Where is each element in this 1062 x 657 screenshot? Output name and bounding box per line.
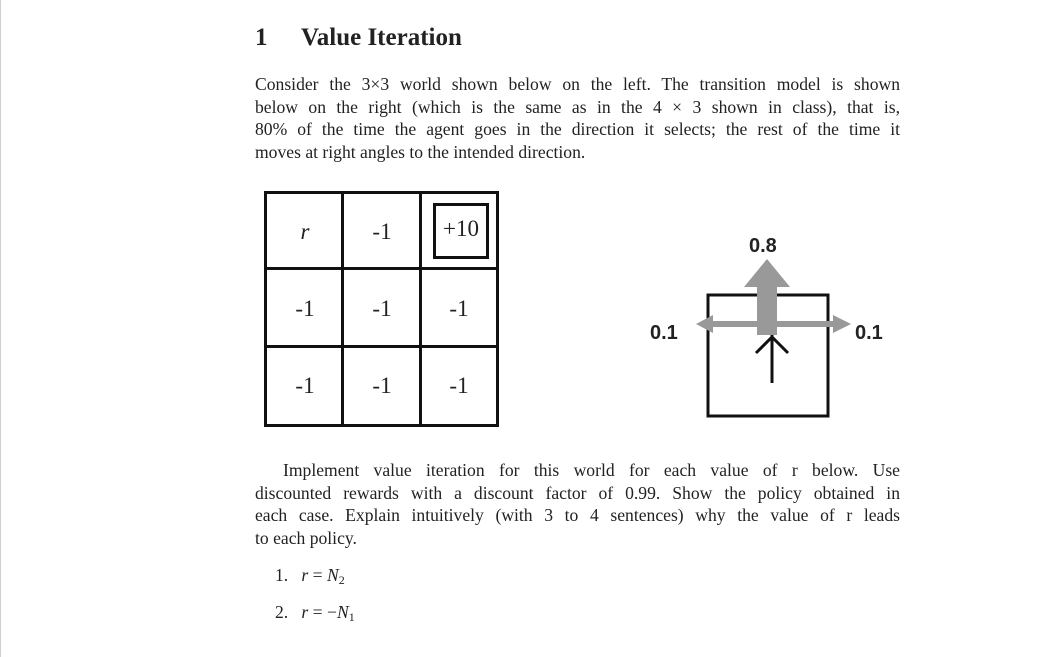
grid-cell: -1 [449, 373, 469, 398]
case-marker: 2. [275, 602, 289, 622]
section-heading [255, 24, 462, 52]
case-var: r [301, 565, 309, 585]
case-marker: 1. [275, 565, 289, 585]
intro-paragraph [255, 73, 900, 163]
task-line: discounted rewards with a discount factor of 0.99. Show the policy obtained in [255, 482, 900, 503]
case-eq: = [312, 602, 323, 622]
task-line: each case. Explain intuitively (with 3 to 4 sentences) why the value of r leads [255, 505, 900, 525]
case-subscript: 1 [348, 610, 355, 624]
goal-cell-value: +10 [443, 216, 479, 241]
task-line: Implement value iteration for this world for each value of r below. Use [283, 460, 900, 480]
grid-cell: -1 [449, 296, 469, 321]
case-item [275, 602, 355, 623]
section-title: Value Iteration [301, 24, 462, 51]
task-paragraph [255, 459, 900, 482]
grid-cell: -1 [372, 296, 392, 321]
intro-line: moves at right angles to the intended direction. [255, 141, 586, 162]
case-var: r [301, 602, 309, 622]
task-paragraph-cont [255, 482, 900, 550]
case-symbol: N [336, 602, 349, 622]
grid-cell-r: r [300, 219, 310, 244]
intro-line: 80% of the time the agent goes in the direction it selects; the rest of the time it [255, 119, 900, 139]
section-number: 1 [255, 24, 268, 51]
prob-left-label: 0.1 [650, 322, 678, 344]
grid-cell: -1 [372, 219, 392, 244]
transition-diagram [640, 225, 900, 425]
case-eq: = [312, 565, 323, 585]
grid-cell: -1 [372, 373, 392, 398]
case-subscript: 2 [338, 573, 345, 587]
intro-line: below on the right (which is the same as in the 4 × 3 shown in class), that is, [255, 96, 900, 117]
case-symbol: N [327, 565, 339, 585]
prob-forward-label: 0.8 [749, 235, 777, 257]
right-arrow-icon [767, 315, 851, 333]
grid-cell: -1 [295, 373, 315, 398]
case-item [275, 565, 345, 586]
prob-right-label: 0.1 [855, 322, 883, 344]
grid-cell: -1 [295, 296, 315, 321]
intro-line: Consider the 3×3 world shown below on the left. The transition model is shown [255, 74, 900, 94]
task-line: to each policy. [255, 527, 357, 548]
case-sign: − [327, 602, 337, 622]
page-left-edge [0, 0, 1, 657]
